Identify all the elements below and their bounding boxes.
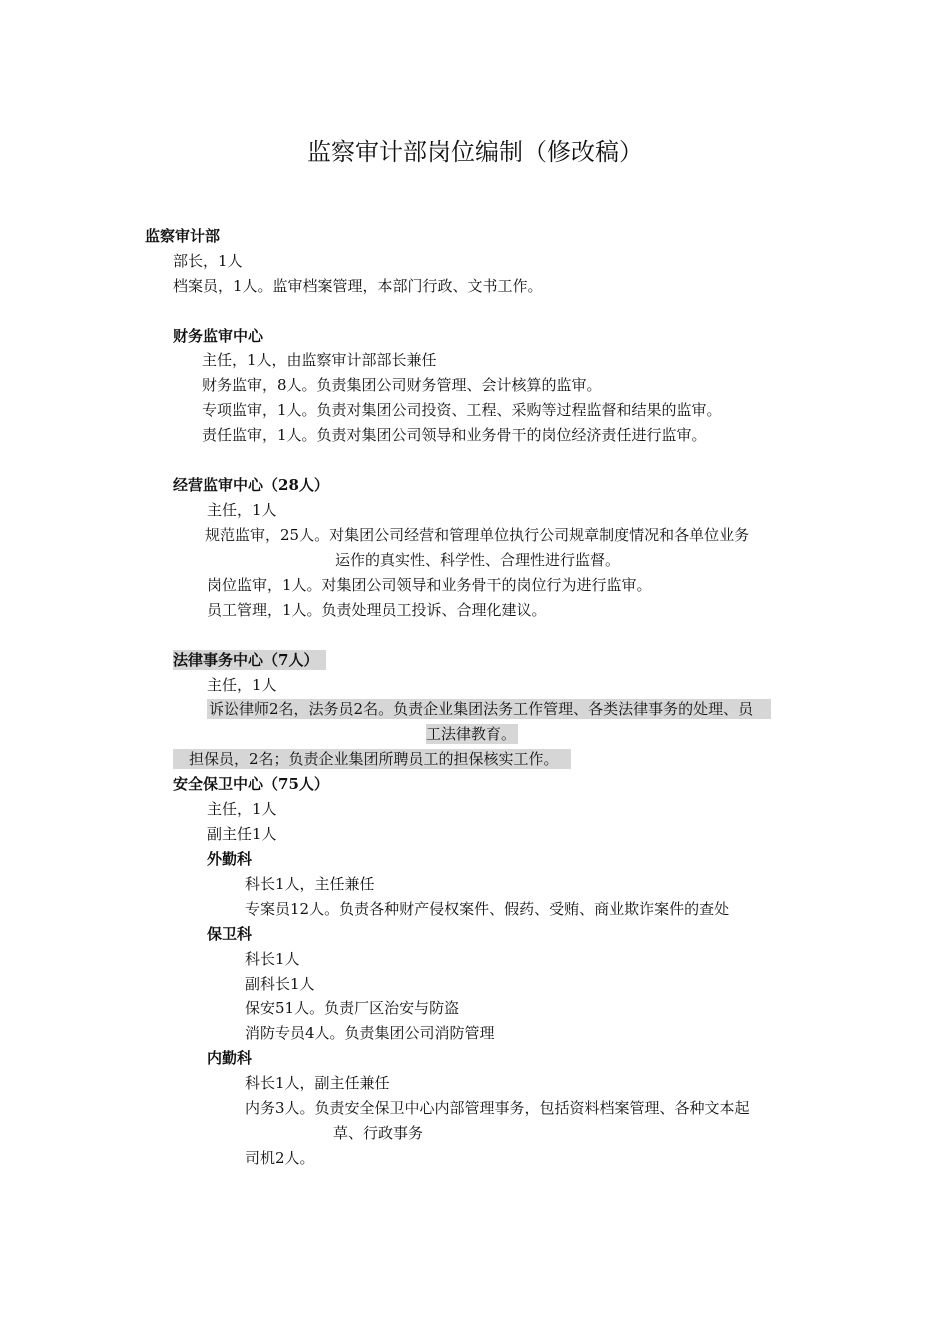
guard-section-line: 保安51人。负责厂区治安与防盗 (245, 999, 460, 1017)
finance-line: 财务监审，8人。负责集团公司财务管理、会计核算的监审。 (202, 376, 602, 394)
operation-line: 主任，1人 (207, 501, 277, 519)
legal-line: 主任，1人 (207, 676, 277, 694)
operation-line: 规范监审，25人。对集团公司经营和管理单位执行公司规章制度情况和各单位业务 (205, 526, 750, 544)
finance-header: 财务监审中心 (173, 327, 264, 345)
finance-line: 责任监审，1人。负责对集团公司领导和业务骨干的岗位经济责任进行监审。 (202, 426, 707, 444)
dept-line: 部长，1人 (173, 252, 243, 270)
internal-section-header: 内勤科 (207, 1049, 253, 1067)
guard-section-header: 保卫科 (207, 925, 253, 943)
operation-line: 运作的真实性、科学性、合理性进行监督。 (335, 551, 621, 569)
internal-section-line: 内务3人。负责安全保卫中心内部管理事务，包括资料档案管理、各种文本起 (245, 1099, 750, 1117)
operation-line: 岗位监审，1人。对集团公司领导和业务骨干的岗位行为进行监审。 (207, 576, 652, 594)
operation-line: 员工管理，1人。负责处理员工投诉、合理化建议。 (207, 601, 547, 619)
dept-header: 监察审计部 (145, 227, 221, 245)
legal-line: 工法律教育。 (426, 725, 517, 743)
operation-header: 经营监审中心（28人） (173, 476, 329, 494)
field-section-line: 科长1人，主任兼任 (245, 875, 375, 893)
security-line: 副主任1人 (207, 825, 277, 843)
internal-section-line: 司机2人。 (245, 1149, 315, 1167)
legal-header: 法律事务中心（7人） (173, 650, 326, 670)
guard-section-line: 消防专员4人。负责集团公司消防管理 (245, 1024, 495, 1042)
dept-line: 档案员，1人。监审档案管理，本部门行政、文书工作。 (173, 277, 543, 295)
document-title: 监察审计部岗位编制（修改稿） (307, 138, 643, 166)
security-line: 主任，1人 (207, 800, 277, 818)
field-section-header: 外勤科 (207, 850, 253, 868)
guard-section-line: 科长1人 (245, 950, 300, 968)
guard-section-line: 副科长1人 (245, 975, 315, 993)
legal-line: 诉讼律师2名，法务员2名。负责企业集团法务工作管理、各类法律事务的处理、员 (207, 699, 771, 719)
legal-line: 担保员，2名；负责企业集团所聘员工的担保核实工作。 (173, 749, 571, 769)
finance-line: 主任，1人，由监察审计部部长兼任 (202, 351, 437, 369)
security-header: 安全保卫中心（75人） (173, 775, 329, 793)
field-section-line: 专案员12人。负责各种财产侵权案件、假药、受贿、商业欺诈案件的查处 (245, 900, 730, 918)
internal-section-line: 草、行政事务 (333, 1124, 424, 1142)
finance-line: 专项监审，1人。负责对集团公司投资、工程、采购等过程监督和结果的监审。 (202, 401, 722, 419)
internal-section-line: 科长1人，副主任兼任 (245, 1074, 390, 1092)
